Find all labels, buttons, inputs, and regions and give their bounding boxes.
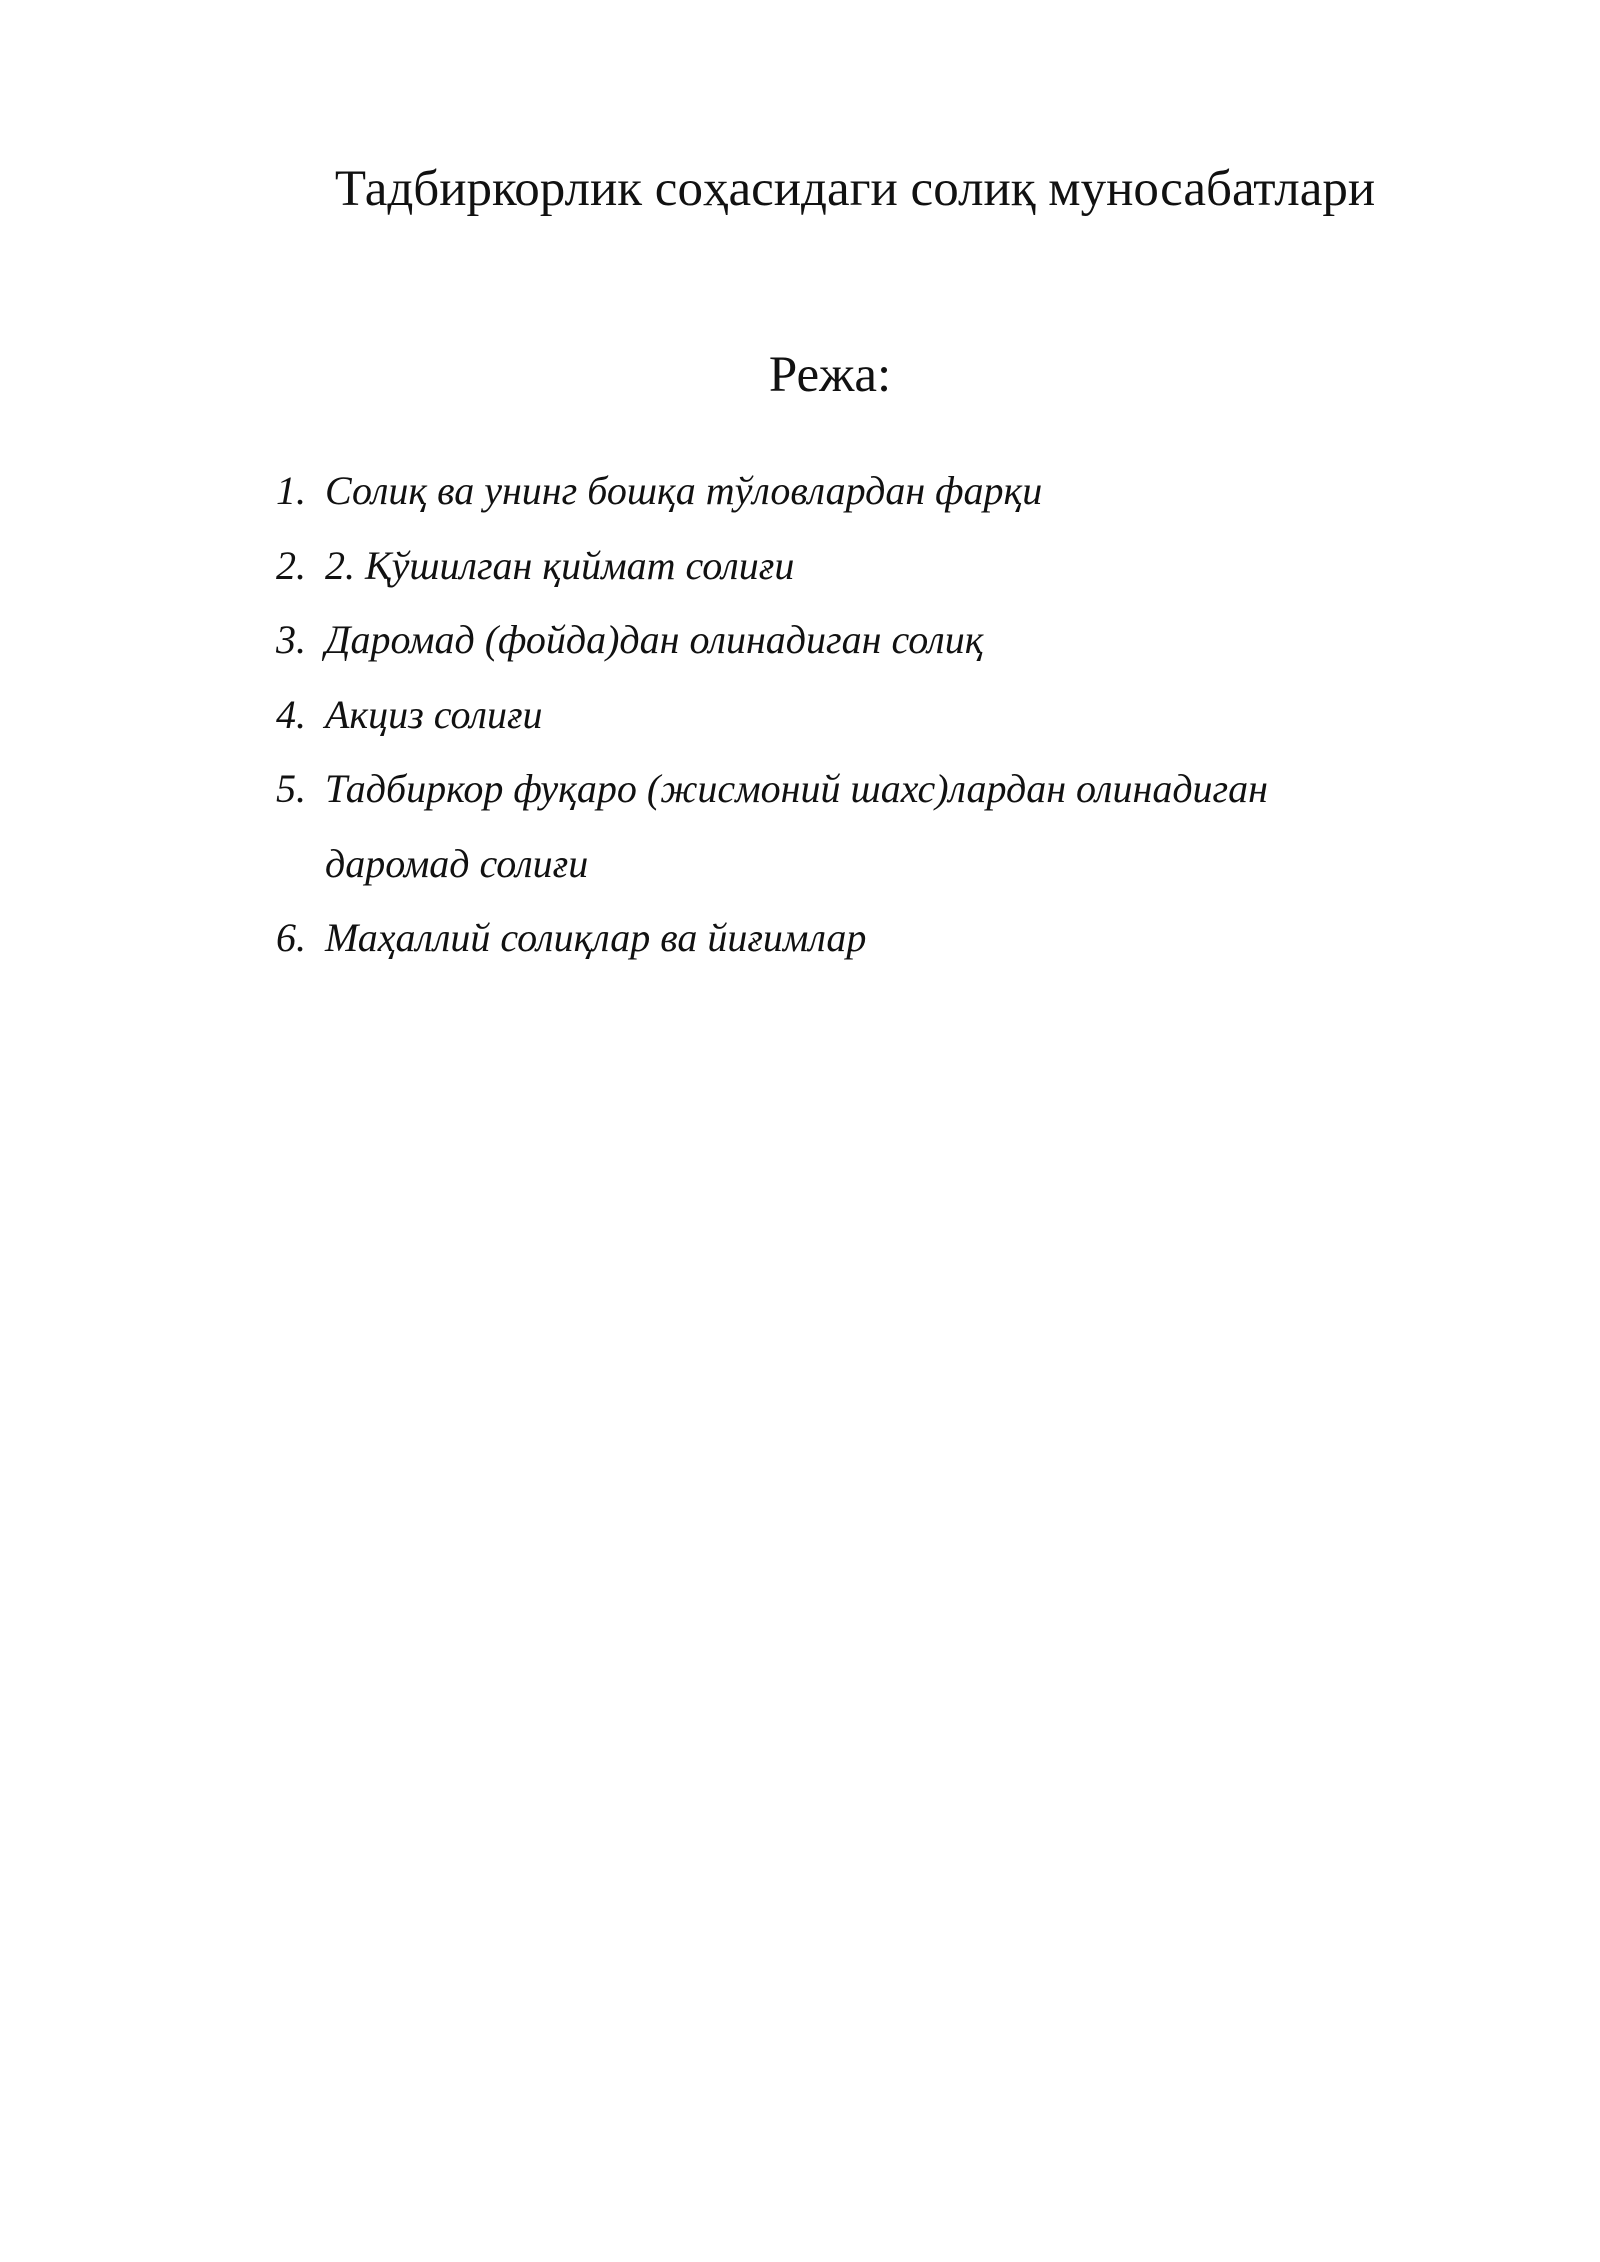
plan-item-text: Даромад (фойда)дан олинадиган солиқ bbox=[325, 617, 984, 662]
plan-item-2 bbox=[276, 529, 1376, 604]
plan-item-6 bbox=[276, 901, 1376, 976]
plan-item-text: Тадбиркор фуқаро (жисмоний шахс)лардан олинадиган даромад солиғи bbox=[325, 766, 1269, 886]
plan-item-text: Солиқ ва унинг бошқа тўловлардан фарқи bbox=[325, 468, 1043, 513]
plan-item-text: 2. Қўшилган қиймат солиғи bbox=[325, 542, 795, 588]
plan-item-4 bbox=[276, 678, 1376, 753]
plan-item-number: 1. bbox=[276, 468, 306, 513]
plan-item-number: 5. bbox=[276, 766, 306, 811]
plan-heading: Режа: bbox=[768, 347, 892, 403]
plan-item-3 bbox=[276, 603, 1376, 678]
plan-item-1 bbox=[276, 454, 1376, 529]
plan-item-text: Акциз солиғи bbox=[325, 691, 543, 737]
plan-item-text: Маҳаллий солиқлар ва йиғимлар bbox=[325, 915, 867, 960]
plan-item-number: 3. bbox=[276, 617, 306, 662]
plan-list bbox=[276, 454, 1376, 976]
plan-item-number: 4. bbox=[276, 691, 306, 737]
plan-item-number: 6. bbox=[276, 915, 306, 960]
document-title: Тадбиркорлик соҳасидаги солиқ муносабатлари bbox=[334, 161, 1376, 217]
plan-item-5 bbox=[276, 752, 1376, 901]
plan-item-number: 2. bbox=[276, 542, 306, 588]
